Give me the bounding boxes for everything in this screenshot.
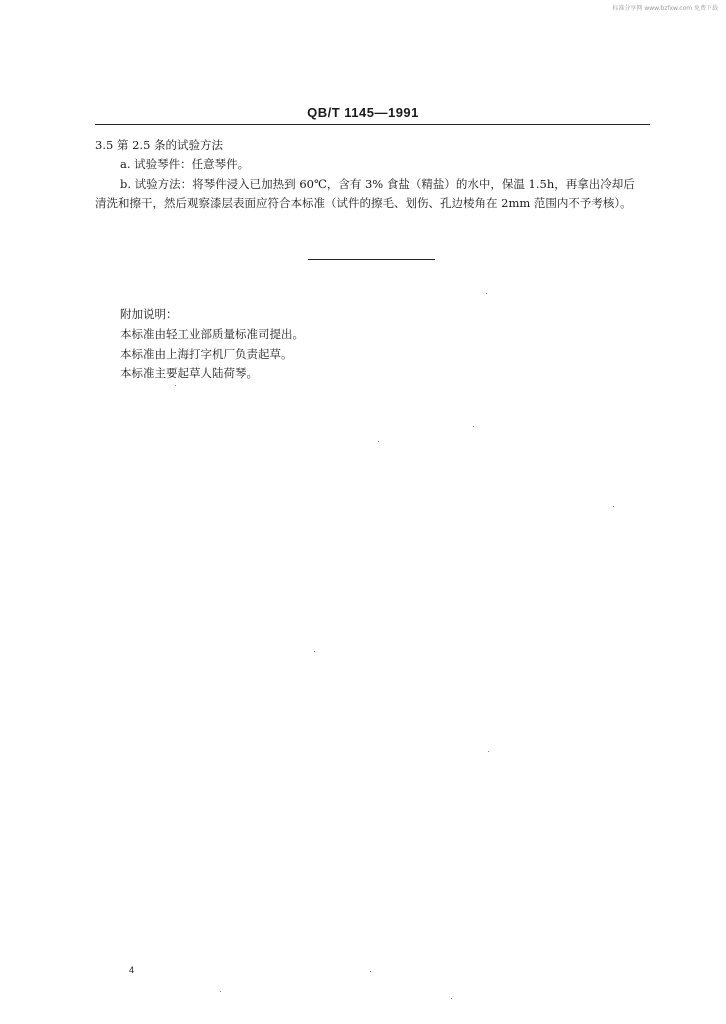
additional-notes-title: 附加说明： xyxy=(120,307,178,321)
scan-speck xyxy=(451,998,452,999)
page-number: 4 xyxy=(129,965,135,975)
standard-code-header: QB/T 1145—1991 xyxy=(307,105,419,120)
item-a-text: a. 试验琴件：任意琴件。 xyxy=(120,157,250,171)
scan-speck xyxy=(473,426,474,427)
scan-speck xyxy=(220,991,221,992)
scan-speck xyxy=(175,385,176,386)
item-b-text-line-1: b. 试验方法：将琴件浸入已加热到 60℃，含有 3% 食盐（精盐）的水中，保温 1.5h，再拿出冷却后 xyxy=(120,177,635,191)
section-title: 3.5 第 2.5 条的试验方法 xyxy=(95,138,224,152)
end-of-text-rule xyxy=(308,259,435,260)
item-b-text-line-2: 清洗和擦干，然后观察漆层表面应符合本标准（试件的擦毛、划伤、孔边棱角在 2mm 范围内不予考核）。 xyxy=(95,196,632,210)
additional-note-line: 本标准由上海打字机厂负责起草。 xyxy=(120,347,293,361)
scan-speck xyxy=(378,441,379,442)
scan-speck xyxy=(314,651,315,652)
scan-speck xyxy=(613,506,614,507)
additional-note-line: 本标准主要起草人陆荷琴。 xyxy=(120,366,258,380)
additional-note-line: 本标准由轻工业部质量标准司提出。 xyxy=(120,327,304,341)
scan-speck xyxy=(486,293,487,294)
scan-speck xyxy=(370,971,371,972)
scan-speck xyxy=(488,751,489,752)
watermark-text: 标准分享网 www.bzfxw.com 免费下载 xyxy=(612,5,718,12)
header-divider xyxy=(95,124,650,125)
